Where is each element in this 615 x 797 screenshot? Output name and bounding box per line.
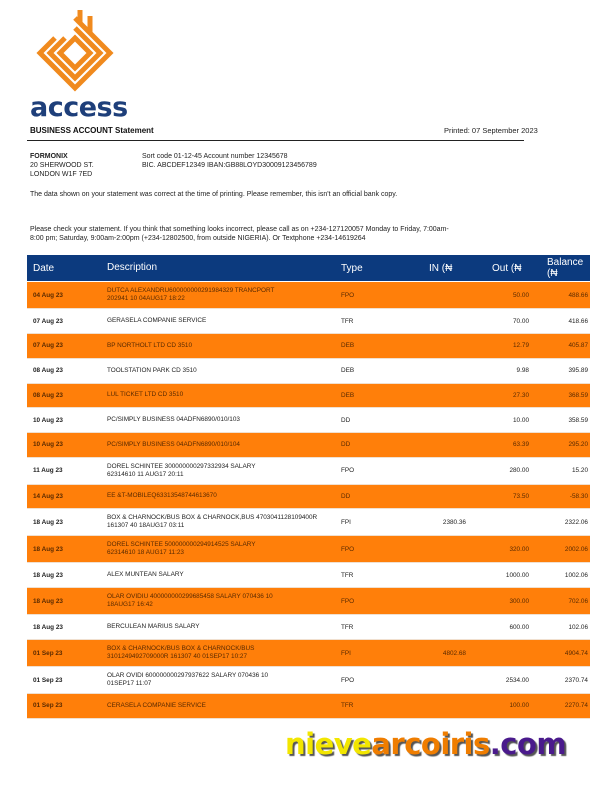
- table-row: [27, 309, 590, 334]
- row-type: FPO: [341, 291, 355, 299]
- row-type: FPO: [341, 545, 355, 553]
- col-description: Description: [107, 262, 158, 273]
- row-description-line-1: BERCULEAN MARIUS SALARY: [107, 623, 200, 630]
- table-body: [27, 282, 590, 719]
- row-balance: 1002.06: [564, 571, 588, 579]
- row-date: 18 Aug 23: [33, 545, 63, 553]
- row-date: 18 Aug 23: [33, 597, 63, 605]
- row-out-amount: 280.00: [509, 467, 529, 474]
- col-in: IN (₦: [429, 262, 453, 274]
- row-description: [107, 367, 341, 375]
- row-type: TFR: [341, 702, 354, 710]
- row-type: DEB: [341, 367, 355, 374]
- row-type: TFR: [341, 317, 354, 325]
- row-out-amount: 73.50: [513, 492, 529, 500]
- row-description-line-1: EE &T-MOBILEQ63313548744613670: [107, 492, 217, 500]
- row-out-amount: 2534.00: [505, 676, 529, 684]
- table-row: [27, 334, 590, 359]
- row-description: [107, 593, 341, 609]
- row-out-amount: 63.39: [513, 441, 529, 449]
- row-date: 18 Aug 23: [33, 518, 63, 526]
- row-description: [107, 441, 341, 449]
- row-description-line-1: DOREL SCHINTEE 500000000294914525 SALARY: [107, 541, 256, 548]
- row-description-line-1: BOX & CHARNOCK/BUS BOX & CHARNOCK/BUS: [107, 645, 255, 652]
- contact-note: Please check your statement. If you think that something looks incorrect, please call as on +234-127120057 Monday to Friday, 7:00am-8:00 pm; Saturday, 9:00am-2:00pm (+234-12802500, from outside NIGERIA). Or Textphone +234-14619264: [30, 226, 449, 242]
- row-balance: 405.87: [568, 342, 588, 350]
- row-description: [107, 342, 341, 350]
- watermark-part-3: .com: [489, 727, 567, 761]
- row-date: 01 Sep 23: [33, 702, 63, 710]
- printed-date: Printed: 07 September 2023: [444, 126, 538, 135]
- row-description-line-2: 62314610 18 AUG17 11:23: [107, 549, 184, 556]
- row-balance: 488.66: [568, 291, 588, 299]
- account-details: [142, 152, 317, 170]
- row-date: 01 Sep 23: [33, 676, 63, 684]
- row-out-amount: 70.00: [513, 317, 529, 325]
- row-description-line-1: LUL TICKET LTD CD 3510: [107, 391, 184, 399]
- row-in-amount: 4802.68: [442, 649, 466, 657]
- row-description: [107, 623, 341, 631]
- row-description: [107, 287, 341, 303]
- table-row: [27, 563, 590, 588]
- row-balance: 4904.74: [564, 649, 588, 657]
- table-row: [27, 485, 590, 510]
- row-description-line-1: GERASELA COMPANIE SERVICE: [107, 317, 207, 324]
- row-description-line-1: OLAR OVIDIU 400000000299685458 SALARY 070436 10: [107, 593, 273, 600]
- row-date: 10 Aug 23: [33, 416, 63, 424]
- customer-name: FORMONIX: [30, 153, 68, 160]
- row-description: [107, 702, 341, 710]
- row-type: FPI: [341, 649, 351, 657]
- row-balance: 2270.74: [564, 702, 588, 710]
- row-description: [107, 492, 341, 500]
- table-header: [27, 255, 590, 282]
- row-type: DD: [341, 416, 351, 424]
- row-description-line-2: 62314610 11 AUG17 20:11: [107, 470, 184, 478]
- row-out-amount: 600.00: [509, 623, 529, 631]
- row-out-amount: 10.00: [513, 416, 529, 424]
- header-divider: [27, 140, 524, 141]
- row-description: [107, 391, 341, 399]
- row-balance: 102.06: [568, 623, 588, 631]
- address-line-1: 20 SHERWOOD ST.: [30, 162, 94, 169]
- address-line-2: LONDON W1F 7ED: [30, 171, 93, 178]
- row-date: 10 Aug 23: [33, 441, 63, 449]
- row-balance: 2322.06: [564, 518, 588, 526]
- col-out: Out (₦: [492, 262, 522, 274]
- row-balance: -58.30: [569, 492, 588, 500]
- row-type: FPO: [341, 676, 355, 684]
- disclaimer-note: The data shown on your statement was correct at the time of printing. Please remember, this isn't an official bank copy.: [30, 191, 398, 198]
- row-type: FPO: [341, 467, 355, 474]
- row-description-line-1: TOOLSTATION PARK CD 3510: [107, 366, 197, 374]
- watermark-part-2: arcoiris: [371, 727, 490, 761]
- row-description: [107, 645, 341, 661]
- sort-code-account-number: Sort code 01-12-45 Account number 12345678: [142, 153, 288, 160]
- row-balance: 702.06: [568, 597, 588, 605]
- row-description: [107, 672, 341, 688]
- row-description-line-1: ALEX MUNTEAN SALARY: [107, 571, 184, 578]
- row-balance: 368.59: [568, 391, 588, 399]
- row-out-amount: 300.00: [509, 597, 529, 605]
- table-row: [27, 384, 590, 409]
- row-description-line-2: 01SEP17 11:07: [107, 680, 152, 687]
- row-date: 07 Aug 23: [33, 342, 63, 350]
- row-description-line-2: 202941 10 04AUG17 18:22: [107, 295, 185, 302]
- table-row: [27, 282, 590, 309]
- table-row: [27, 588, 590, 615]
- row-description-line-2: 161307 40 18AUG17 03:11: [107, 522, 185, 529]
- row-balance: 2370.74: [564, 676, 588, 684]
- row-type: DEB: [341, 342, 355, 350]
- table-row: [27, 536, 590, 563]
- row-out-amount: 27.30: [513, 391, 529, 399]
- row-description: [107, 463, 341, 479]
- watermark-part-1: nieve: [285, 727, 372, 761]
- row-out-amount: 100.00: [509, 702, 529, 710]
- row-date: 07 Aug 23: [33, 317, 63, 325]
- row-description-line-1: BP NORTHOLT LTD CD 3510: [107, 341, 192, 349]
- col-type: Type: [341, 262, 363, 274]
- row-description-line-1: PC/SIMPLY BUSINESS 04ADFN6890/010/104: [107, 440, 240, 448]
- row-description-line-2: 3101249492709000R 161307 40 01SEP17 10:27: [107, 653, 248, 660]
- row-description-line-1: PC/SIMPLY BUSINESS 04ADFN6890/010/103: [107, 416, 240, 423]
- row-date: 08 Aug 23: [33, 367, 63, 374]
- row-date: 18 Aug 23: [33, 623, 63, 631]
- row-description-line-1: BOX & CHARNOCK/BUS BOX & CHARNOCK,BUS 4703041128109400R: [107, 514, 318, 521]
- row-type: DEB: [341, 391, 355, 399]
- table-row: [27, 694, 590, 719]
- table-row: [27, 359, 590, 384]
- table-row: [27, 433, 590, 458]
- row-description-line-2: 18AUG17 16:42: [107, 601, 153, 608]
- row-type: TFR: [341, 623, 354, 631]
- row-out-amount: 9.98: [516, 367, 529, 374]
- customer-address: [30, 152, 94, 179]
- document-title: BUSINESS ACCOUNT Statement: [30, 126, 154, 135]
- row-date: 08 Aug 23: [33, 391, 63, 399]
- row-description-line-1: OLAR OVIDI 600000000297937622 SALARY 070436 10: [107, 672, 269, 679]
- row-description-line-1: CERASELA COMPANIE SERVICE: [107, 701, 206, 709]
- table-row: [27, 458, 590, 485]
- bic-iban: BIC. ABCDEF12349 IBAN:GB88LOYD30009123456789: [142, 162, 317, 169]
- row-date: 04 Aug 23: [33, 291, 63, 299]
- row-date: 01 Sep 23: [33, 649, 63, 657]
- row-out-amount: 1000.00: [505, 571, 529, 579]
- row-description: [107, 571, 341, 579]
- row-out-amount: 50.00: [513, 291, 529, 299]
- row-description: [107, 317, 341, 325]
- brand-name: access: [30, 92, 128, 123]
- row-date: 14 Aug 23: [33, 492, 63, 500]
- row-balance: 418.66: [568, 317, 588, 325]
- row-description: [107, 514, 341, 530]
- row-type: DD: [341, 441, 351, 449]
- watermark-text: [285, 727, 566, 761]
- row-description: [107, 416, 341, 424]
- row-description: [107, 541, 341, 557]
- row-balance: 15.20: [572, 467, 588, 474]
- row-type: DD: [341, 492, 351, 500]
- table-row: [27, 667, 590, 694]
- table-row: [27, 640, 590, 667]
- col-date: Date: [33, 262, 55, 274]
- transactions-table: [27, 255, 590, 719]
- table-row: [27, 509, 590, 536]
- row-type: FPO: [341, 597, 355, 605]
- row-balance: 358.59: [568, 416, 588, 424]
- row-date: 18 Aug 23: [33, 571, 63, 579]
- access-logo-icon: [30, 8, 120, 98]
- row-out-amount: 320.00: [509, 545, 529, 553]
- row-type: TFR: [341, 571, 354, 579]
- row-type: FPI: [341, 518, 351, 526]
- row-out-amount: 12.79: [513, 342, 529, 350]
- row-date: 11 Aug 23: [33, 467, 63, 474]
- col-balance: Balance (₦: [547, 257, 584, 279]
- row-in-amount: 2380.36: [442, 518, 466, 526]
- row-description-line-1: DUTCA ALEXANDRU600000000291984329 TRANCPORT: [107, 287, 275, 294]
- row-balance: 295.20: [568, 441, 588, 449]
- table-row: [27, 615, 590, 640]
- row-balance: 2002.06: [564, 545, 588, 553]
- row-balance: 395.89: [568, 367, 588, 374]
- row-description-line-1: DOREL SCHINTEE 300000000297332934 SALARY: [107, 462, 256, 470]
- table-row: [27, 408, 590, 433]
